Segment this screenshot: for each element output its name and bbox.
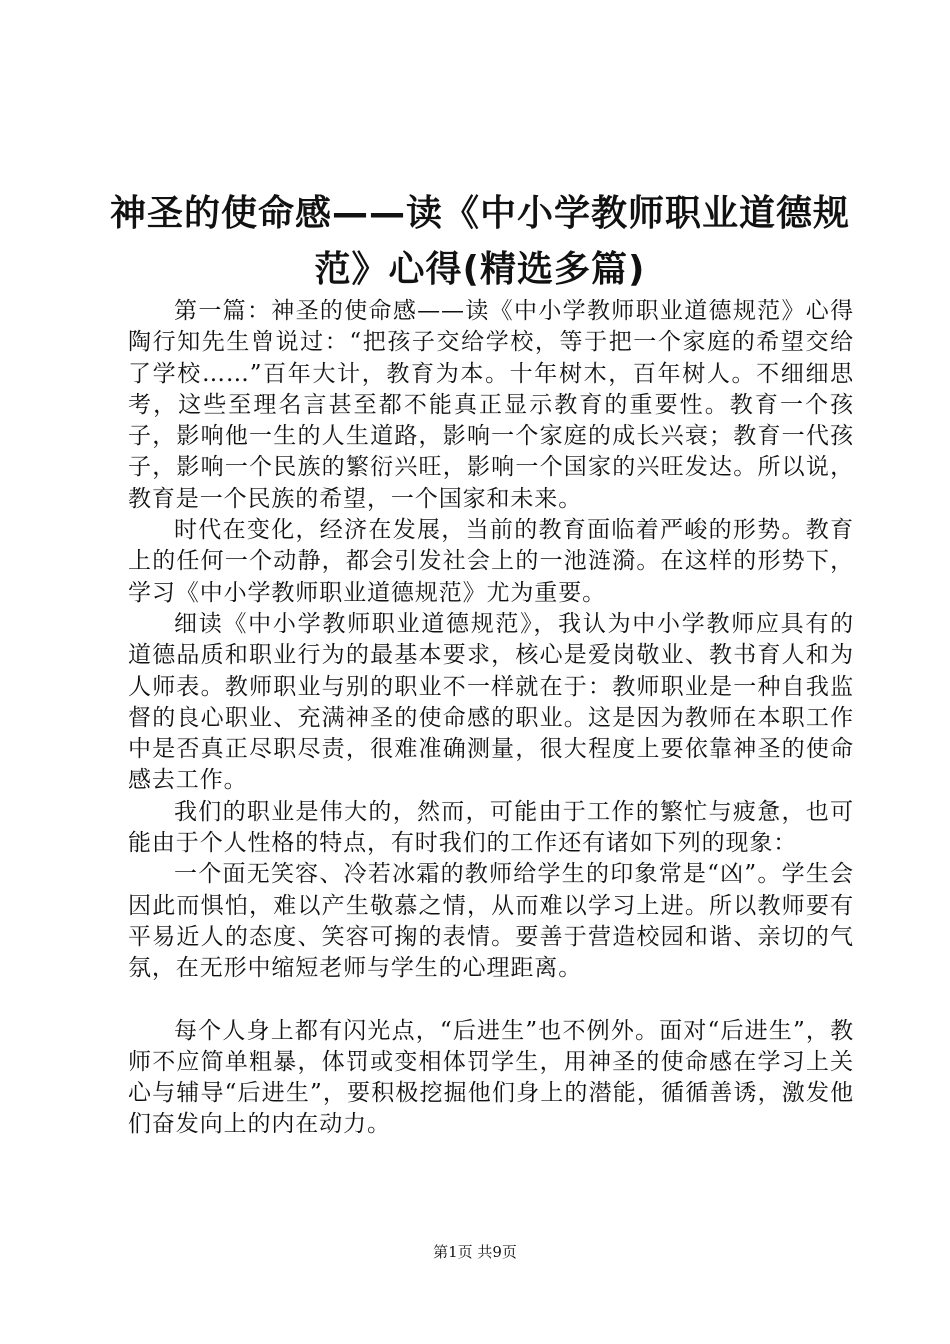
title-line-1: 神圣的使命感——读《中小学教师职业道德规 [109,193,850,234]
paragraph-5: 一个面无笑容、冷若冰霜的教师给学生的印象常是“凶”。学生会因此而惧怕，难以产生敬慕之情，从而难以学习上进。所以教师要有平易近人的态度、笑容可掬的表情。要善于营造校园和谐、亲切的气氛，在无形中缩短老师与学生的心理距离。 [128,861,854,982]
paragraph-4: 我们的职业是伟大的，然而，可能由于工作的繁忙与疲惫，也可能由于个人性格的特点，有时我们的工作还有诸如下列的现象： [128,798,854,857]
document-body [128,296,854,1141]
page-number-footer: 第1页 共9页 [433,1243,517,1261]
title-line-2: 范》心得(精选多篇) [314,249,646,290]
document-title [100,186,860,298]
paragraph-2: 时代在变化，经济在发展，当前的教育面临着严峻的形势。教育上的任何一个动静，都会引发社会上的一池涟漪。在这样的形势下，学习《中小学教师职业道德规范》尤为重要。 [128,517,854,606]
paragraph-6: 每个人身上都有闪光点，“后进生”也不例外。面对“后进生”，教师不应简单粗暴，体罚或变相体罚学生，用神圣的使命感在学习上关心与辅导“后进生”，要积极挖掘他们身上的潜能，循循善诱，激发他们奋发向上的内在动力。 [128,1017,854,1138]
paragraph-1: 第一篇：神圣的使命感——读《中小学教师职业道德规范》心得陶行知先生曾说过：“把孩子交给学校，等于把一个家庭的希望交给了学校……”百年大计，教育为本。十年树木，百年树人。不细细思考，这些至理名言甚至都不能真正显示教育的重要性。教育一个孩子，影响他一生的人生道路，影响一个家庭的成长兴衰；教育一代孩子，影响一个民族的繁衍兴旺，影响一个国家的兴旺发达。所以说，教育是一个民族的希望，一个国家和未来。 [128,298,854,512]
paragraph-3: 细读《中小学教师职业道德规范》，我认为中小学教师应具有的道德品质和职业行为的最基本要求，核心是爱岗敬业、教书育人和为人师表。教师职业与别的职业不一样就在于：教师职业是一种自我监督的良心职业、充满神圣的使命感的职业。这是因为教师在本职工作中是否真正尽职尽责，很难准确测量，很大程度上要依靠神圣的使命感去工作。 [128,610,854,794]
